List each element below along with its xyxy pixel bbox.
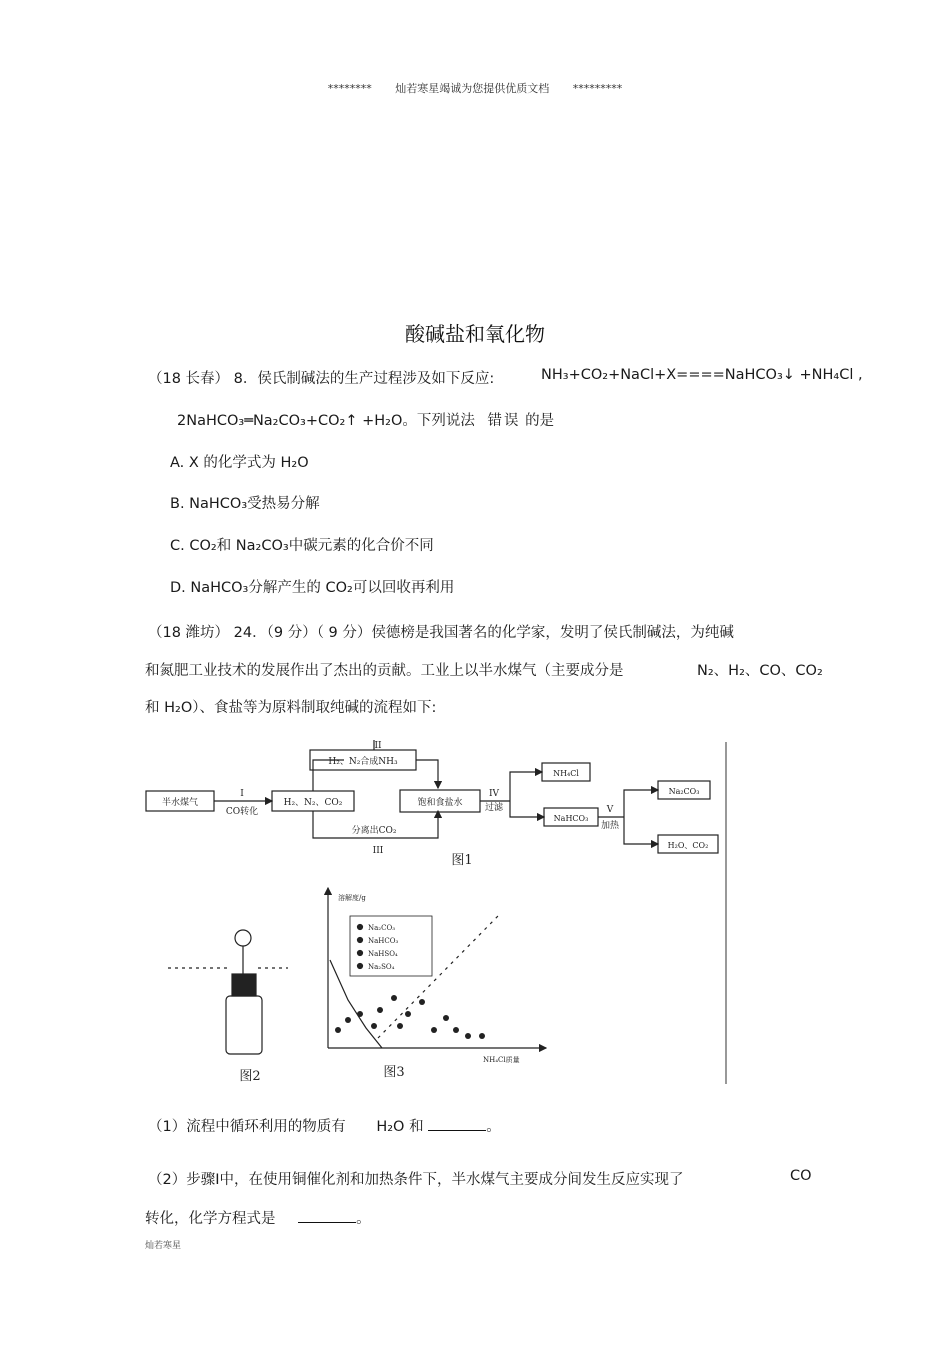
process-figure-svg [138,738,732,1088]
q2-sub2-line2 [145,1207,371,1228]
q1-line2-suffix: 的是 [525,413,555,429]
node-gas-mix-label: H₂、N₂、CO₂ [283,798,343,808]
fig3-legend-marker-2 [358,938,363,943]
q2-sub1-end: 。 [486,1119,501,1135]
fig3-legend-marker-4 [358,964,363,969]
fig3-legend-1: Na₂CO₃ [368,924,396,932]
fig2-stopper [232,974,256,996]
q2-line1: （18 潍坊） 24．（9 分）（ 9 分）侯德榜是我国著名的化学家，发明了侯氏制碱法，为纯碱 [148,625,734,641]
header-text: 灿若寒星竭诚为您提供优质文档 [395,82,550,95]
q1-line2-equation: 2NaHCO₃═Na₂CO₃+CO₂↑ +H₂O。下列说法 [177,413,475,429]
step-i-note: CO转化 [225,807,259,817]
fig3-point [345,1017,351,1023]
step-i-label: I [240,789,244,799]
arrow-to-h2o-co2 [624,817,658,844]
q2-sub2-line2-prefix: 转化，化学方程式是 [145,1211,276,1227]
fig2-bulb [235,930,251,946]
node-nh4cl-label: NH₄Cl [553,769,579,778]
step-ii-label: II [374,741,382,751]
fig3-point [479,1033,485,1039]
q1-line1-prefix: （18 长春） 8．侯氏制碱法的生产过程涉及如下反应: [148,371,495,387]
fig3-legend-marker-3 [358,951,363,956]
fig3-y-axis-label: 溶解度/g [338,894,366,902]
q1-option-a: A. X 的化学式为 H₂O [170,455,309,471]
q2-sub1-blank[interactable] [428,1116,486,1131]
fig3-point [335,1027,341,1033]
q1-option-b: B. NaHCO₃受热易分解 [170,496,320,512]
q2-sub1-mid: H₂O 和 [376,1119,424,1135]
q2-sub1-prefix: （1）流程中循环利用的物质有 [148,1119,346,1135]
node-nahco3-label: NaHCO₃ [553,814,589,823]
q1-line2 [177,409,554,430]
node-na2co3-label: Na₂CO₃ [668,787,700,796]
node-brine-label: 饱和食盐水 [417,798,463,808]
node-h2o-co2-label: H₂O、CO₂ [667,841,709,850]
fig3-legend-3: NaHSO₄ [368,950,398,958]
fig3-curve-falling [330,960,382,1048]
fig3-point [371,1023,377,1029]
fig3-curve-rising [378,916,498,1038]
fig1-label: 图1 [451,853,473,868]
header-stars-right: ********* [572,82,623,95]
q1-line2-emphasis: 错误 [487,413,521,429]
fig3-point [419,999,425,1005]
q2-line2-right: N₂、H₂、CO、CO₂ [697,663,823,679]
arrow-to-nahco3 [510,801,544,817]
fig3-label: 图3 [383,1065,405,1080]
q1-line1-equation: NH₃+CO₂+NaCl+X====NaHCO₃↓ +NH₄Cl , [541,367,863,383]
q1-option-c: C. CO₂和 Na₂CO₃中碳元素的化合价不同 [170,538,434,554]
fig3-point [357,1011,363,1017]
fig3-point [377,1007,383,1013]
q2-line2-left: 和氮肥工业技术的发展作出了杰出的贡献。工业上以半水煤气（主要成分是 [145,663,624,679]
q2-sub2-line2-end: 。 [356,1211,371,1227]
node-separate-label: 分离出CO₂ [351,826,397,836]
step-iii-label: III [372,846,384,856]
fig3-point [453,1027,459,1033]
process-figure [138,738,732,1088]
fig3-x-axis-label: NH₄Cl质量 [483,1056,520,1064]
node-start-label: 半水煤气 [161,798,199,808]
node-synth-label: H₂、N₂合成NH₃ [328,757,398,767]
q2-sub2-line1-right: CO [790,1168,812,1184]
q2-line3: 和 H₂O）、食盐等为原料制取纯碱的流程如下: [145,700,437,716]
fig3-point [443,1015,449,1021]
fig3-legend-2: NaHCO₃ [368,937,399,945]
document-title: 酸碱盐和氧化物 [405,322,545,346]
fig3-point [391,995,397,1001]
fig3-legend-marker-1 [358,925,363,930]
step-iv-label: IV [488,789,500,799]
fig3-point [397,1023,403,1029]
step-iv-note: 过滤 [484,803,504,813]
arrow-to-nh4cl [510,772,542,801]
step-v-note: 加热 [600,821,620,831]
step-v-label: V [606,805,614,815]
q1-option-d: D. NaHCO₃分解产生的 CO₂可以回收再利用 [170,580,455,596]
fig3-point [465,1033,471,1039]
arrow-synth-to-brine [416,760,438,788]
q2-sub2-line1-left: （2）步骤Ⅰ中，在使用铜催化剂和加热条件下，半水煤气主要成分间发生反应实现了 [148,1172,684,1188]
fig3-point [431,1027,437,1033]
q2-sub2-blank[interactable] [298,1208,356,1223]
arrow-to-na2co3 [624,790,658,817]
fig2-label: 图2 [239,1069,261,1084]
page-header [0,80,950,96]
q2-sub1 [148,1115,501,1136]
fig3-point [405,1011,411,1017]
fig2-flask [226,996,262,1054]
header-stars-left: ******** [327,82,372,95]
page-footer: 灿若寒星 [145,1241,182,1251]
fig3-legend-4: Na₂SO₄ [368,963,395,971]
